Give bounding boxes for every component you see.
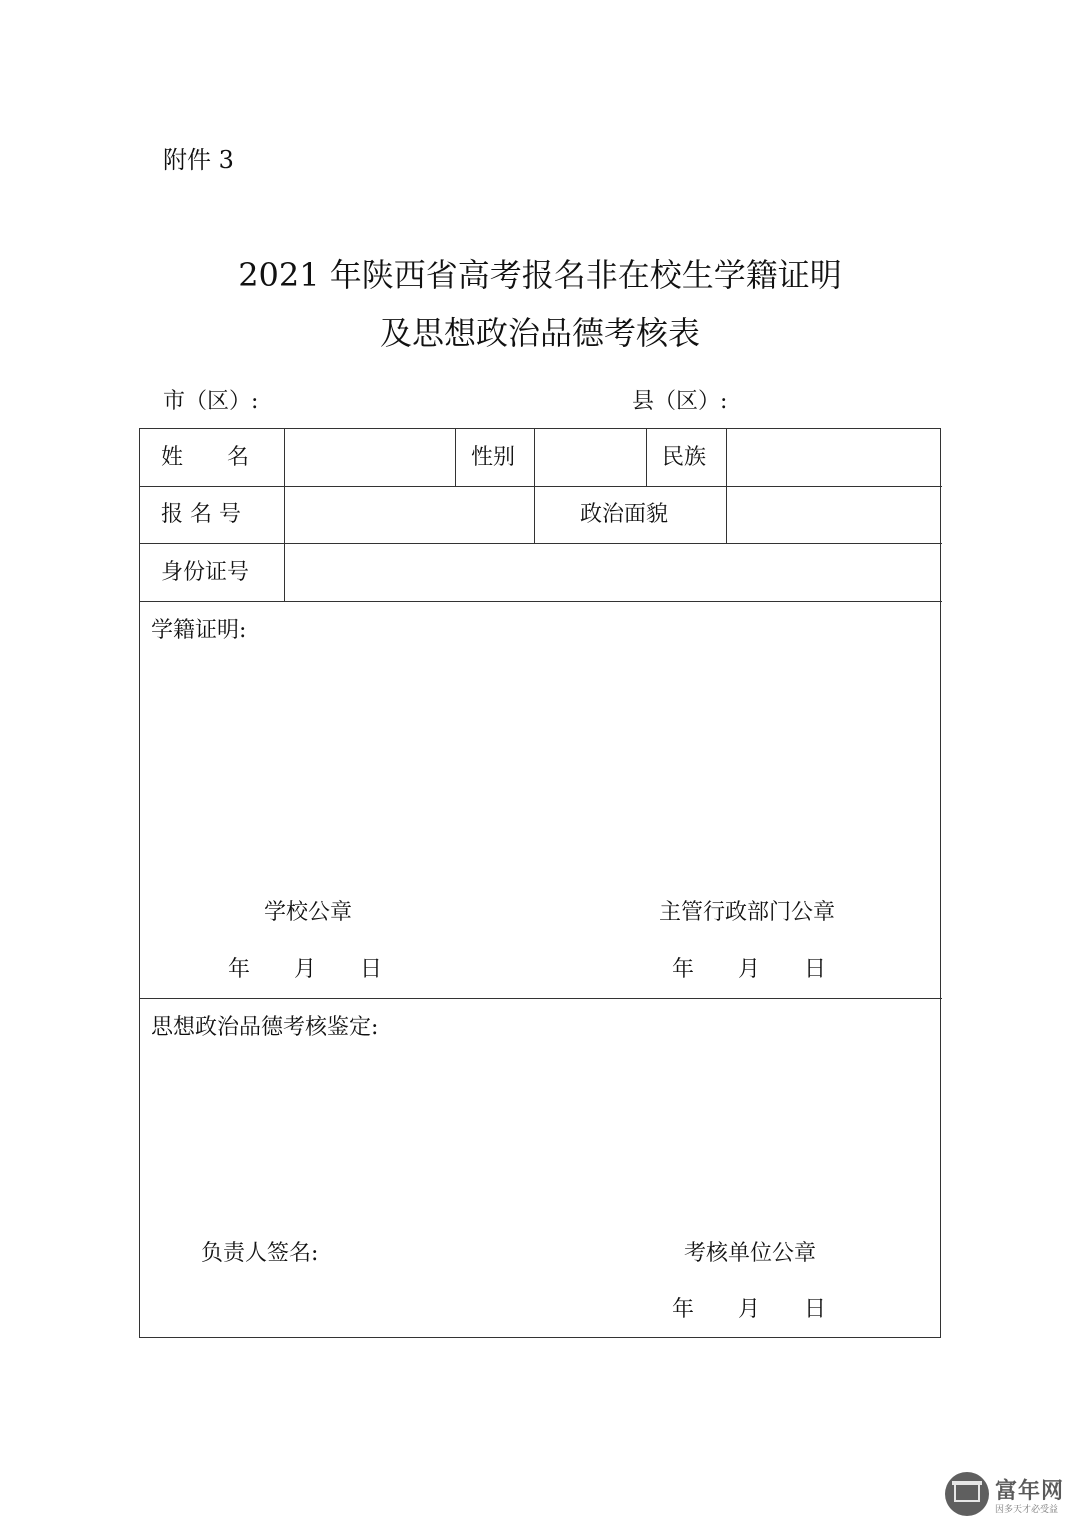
- registration-form-table: [139, 428, 941, 1338]
- registration-number-label: 报 名 号: [161, 502, 241, 527]
- attachment-number: 附件 3: [163, 146, 234, 174]
- column-divider: [726, 429, 727, 543]
- moral-assessment-label: 思想政治品德考核鉴定:: [151, 1015, 379, 1040]
- name-label: 姓 名: [161, 445, 250, 470]
- column-divider: [284, 429, 285, 601]
- form-title-line-2: 及思想政治品德考核表: [379, 314, 700, 352]
- assessment-date: 年 月 日: [672, 1297, 827, 1322]
- watermark-site-name: 富年网: [995, 1479, 1065, 1504]
- enrollment-certification-label: 学籍证明:: [151, 618, 247, 643]
- school-seal-date: 年 月 日: [228, 957, 383, 982]
- id-number-label: 身份证号: [161, 560, 250, 585]
- row-divider: [140, 543, 942, 544]
- gender-label: 性别: [471, 445, 516, 470]
- building-icon: [945, 1472, 989, 1516]
- school-seal-label: 学校公章: [264, 900, 353, 925]
- admin-seal-date: 年 月 日: [672, 957, 827, 982]
- form-title-line-1: 2021 年陕西省高考报名非在校生学籍证明: [238, 256, 842, 294]
- column-divider: [534, 429, 535, 543]
- column-divider: [455, 429, 456, 486]
- admin-department-seal-label: 主管行政部门公章: [659, 900, 836, 925]
- watermark-slogan: 因多天才必受益: [995, 1505, 1059, 1515]
- ethnicity-label: 民族: [662, 445, 707, 470]
- city-label: 市（区）:: [163, 389, 259, 414]
- site-watermark: [945, 1470, 1065, 1520]
- political-status-label: 政治面貌: [580, 502, 669, 527]
- row-divider: [140, 486, 942, 487]
- county-label: 县（区）:: [632, 389, 728, 414]
- assessment-unit-seal-label: 考核单位公章: [684, 1241, 817, 1266]
- responsible-person-signature-label: 负责人签名:: [201, 1241, 319, 1266]
- column-divider: [646, 429, 647, 486]
- row-divider: [140, 601, 942, 602]
- row-divider: [140, 998, 942, 999]
